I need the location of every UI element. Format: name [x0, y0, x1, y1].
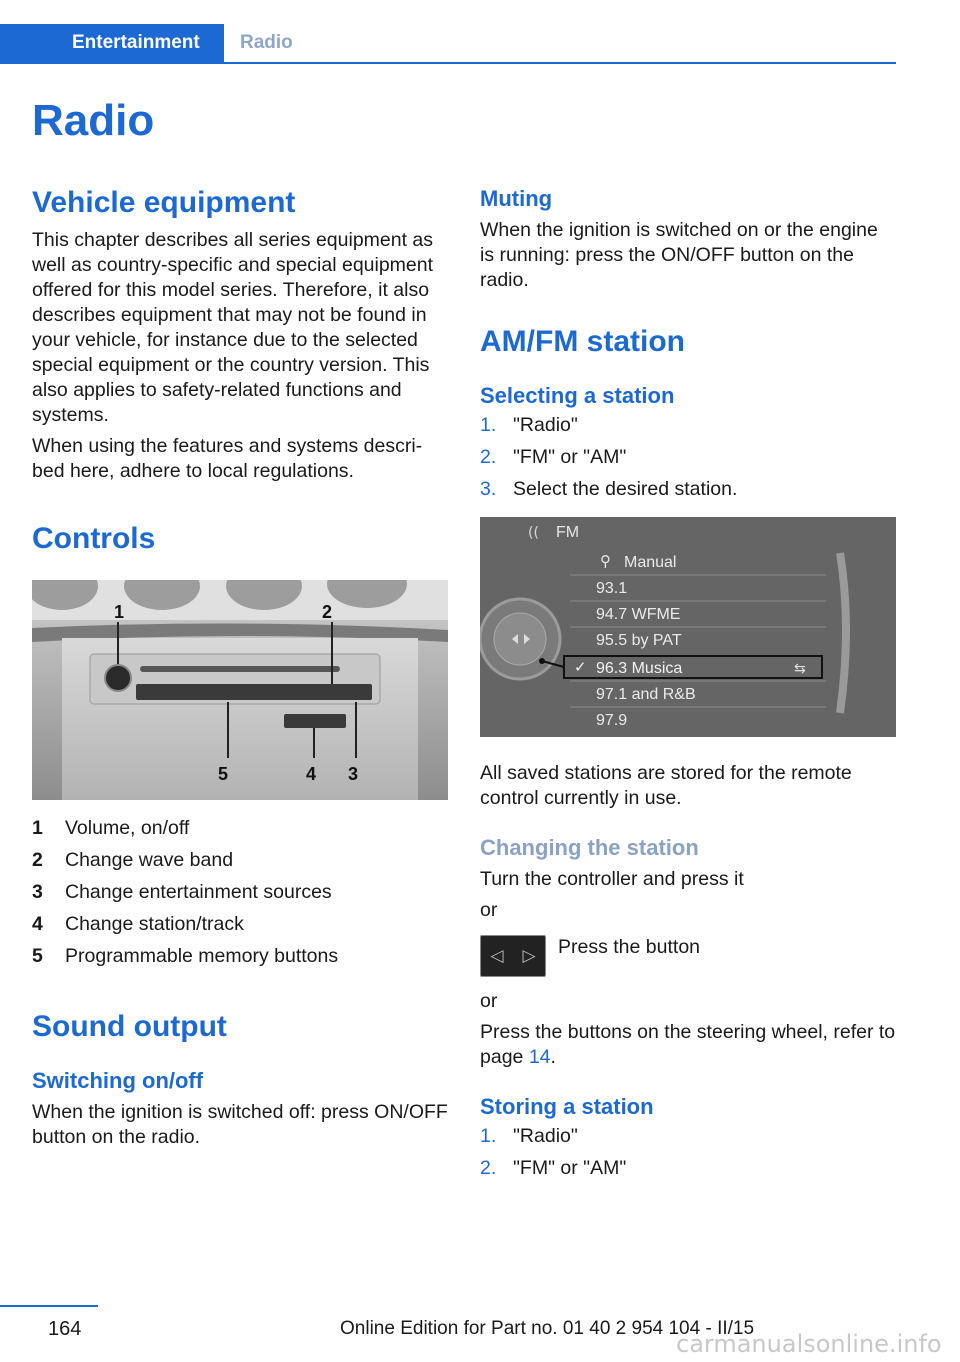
step-item: [480, 1120, 896, 1152]
step-number: 1.: [480, 1125, 497, 1147]
legend-text: Programmable memory buttons: [65, 945, 339, 967]
step-number: 1.: [480, 414, 497, 436]
vehicle-equipment-heading: Vehicle equipment: [32, 186, 296, 219]
screen-item: 97.9: [596, 712, 628, 729]
legend-text: Volume, on/off: [65, 817, 190, 839]
storing-steps: [480, 1120, 896, 1184]
sentence-end: .: [550, 1046, 556, 1068]
legend-row: [32, 940, 448, 972]
legend-number: 3: [32, 881, 43, 903]
legend-number: 2: [32, 849, 43, 871]
page-title: Radio: [32, 96, 155, 145]
screen-band: FM: [556, 524, 580, 541]
running-header: [0, 24, 896, 64]
screen-item: 94.7 WFME: [596, 606, 681, 623]
selecting-steps: [480, 409, 896, 505]
legend-text: Change station/track: [65, 913, 244, 935]
steering-wheel-text: [480, 1020, 896, 1070]
header-section-tab[interactable]: Entertainment: [0, 24, 224, 62]
page-number: 164: [48, 1318, 82, 1340]
sound-output-heading: Sound output: [32, 1010, 227, 1043]
vehicle-equipment-para1: This chapter describes all series equipment as well as country-specific and special equipment offered for this model series. Therefore, it also describes equipment that may not be found in your vehicle, for instance due to the selected special equipment or the country version. This also applies to safety-related functions and systems.: [32, 229, 434, 426]
muting-heading: Muting: [480, 186, 553, 211]
screen-item-selected: 96.3 Musica: [596, 660, 683, 677]
volume-knob: [105, 665, 131, 691]
amfm-heading: AM/FM station: [480, 325, 685, 358]
step-text: Select the desired station.: [513, 478, 738, 500]
steering-wheel-sentence: Press the buttons on the steering wheel, refer to page: [480, 1021, 896, 1068]
legend-number: 5: [32, 945, 43, 967]
step-number: 3.: [480, 478, 497, 500]
fm-station-screen: [480, 517, 896, 737]
step-text: "Radio": [513, 414, 578, 436]
screen-item: 97.1 and R&B: [596, 686, 696, 703]
step-text: "FM" or "AM": [513, 1157, 627, 1179]
seek-button-image: [480, 935, 546, 977]
legend-row: [32, 908, 448, 940]
screen-item-manual: Manual: [624, 554, 677, 571]
screen-item: 93.1: [596, 580, 628, 597]
step-number: 2.: [480, 446, 497, 468]
step-item: [480, 441, 896, 473]
left-column: [32, 186, 448, 1150]
step-number: 2.: [480, 1157, 497, 1179]
right-column: [480, 186, 896, 1184]
step-item: [480, 409, 896, 441]
controls-legend: [32, 812, 448, 972]
radio-controls-photo: [32, 580, 448, 800]
header-subsection-tab[interactable]: Radio: [240, 32, 293, 53]
step-item: [480, 1152, 896, 1184]
antenna-icon: ((: [528, 525, 539, 541]
step-text: "Radio": [513, 1125, 578, 1147]
muting-text: When the ignition is switched on or the engine is running: press the ON/OFF button on the radio.: [480, 219, 878, 291]
selecting-heading: Selecting a station: [480, 383, 675, 408]
footer-rule: [0, 1305, 98, 1307]
or-text: or: [480, 990, 498, 1012]
callout-3: 3: [348, 764, 359, 784]
legend-number: 4: [32, 913, 43, 935]
callout-2: 2: [322, 602, 333, 622]
legend-row: [32, 812, 448, 844]
seek-button-row: [480, 935, 896, 977]
press-button-text: Press the button: [558, 936, 701, 958]
screen-item: 95.5 by PAT: [596, 632, 682, 649]
legend-row: [32, 844, 448, 876]
or-text: or: [480, 899, 498, 921]
watermark: carmanualsonline.info: [676, 1330, 942, 1358]
search-icon: ⚲: [600, 552, 611, 570]
legend-number: 1: [32, 817, 43, 839]
checkmark-icon: ✓: [574, 658, 587, 676]
changing-heading: Changing the station: [480, 835, 699, 860]
callout-1: 1: [114, 602, 125, 622]
callout-4: 4: [306, 764, 317, 784]
callout-5: 5: [218, 764, 229, 784]
edition-info: Online Edition for Part no. 01 40 2 954 104 - II/15: [340, 1318, 755, 1339]
legend-text: Change wave band: [65, 849, 234, 871]
switching-heading: Switching on/off: [32, 1068, 204, 1093]
storing-heading: Storing a station: [480, 1094, 654, 1119]
edit-icon: ⇆: [794, 661, 806, 677]
page-reference-link[interactable]: 14: [528, 1046, 551, 1068]
saved-stations-text: All saved stations are stored for the remote control currently in use.: [480, 762, 852, 809]
seek-forward-icon: ▷: [522, 946, 536, 965]
controls-heading: Controls: [32, 522, 156, 555]
legend-text: Change entertainment sources: [65, 881, 332, 903]
seek-back-icon: ◁: [490, 946, 504, 965]
vehicle-equipment-para2: When using the features and systems descri‐bed here, adhere to local regulations.: [32, 435, 423, 482]
switching-text: When the ignition is switched off: press ON/OFF button on the radio.: [32, 1101, 448, 1148]
step-item: [480, 473, 896, 505]
legend-row: [32, 876, 448, 908]
changing-text: Turn the controller and press it: [480, 868, 744, 890]
step-text: "FM" or "AM": [513, 446, 627, 468]
